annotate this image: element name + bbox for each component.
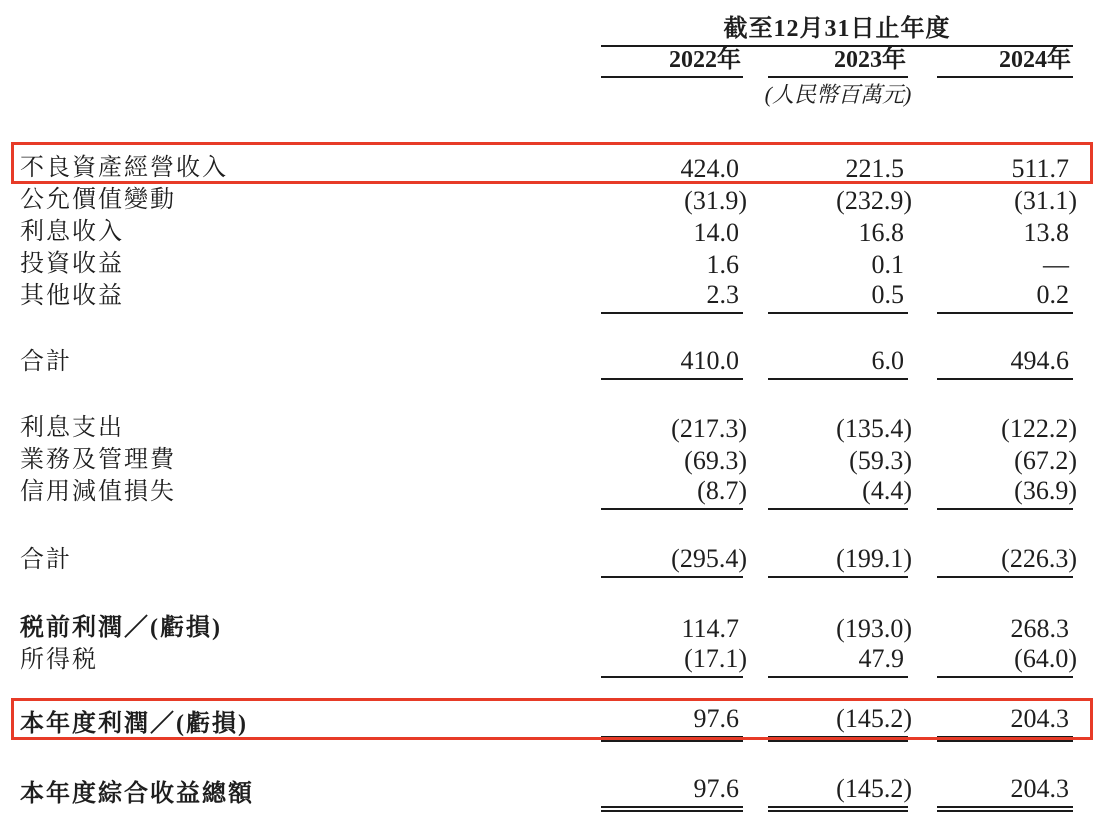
value-2024: 494.6	[937, 348, 1073, 380]
value-2024: (31.1)	[1014, 186, 1077, 215]
value-2024: 0.2	[937, 282, 1073, 314]
row-label: 本年度利潤／(虧損)	[20, 711, 248, 737]
unit-note-row	[20, 78, 1073, 107]
row-label: 信用減值損失	[20, 479, 176, 505]
table-header	[20, 10, 1073, 43]
row-label: 公允價值變動	[20, 187, 176, 213]
value-2022: 424.0	[680, 154, 739, 183]
column-gap	[908, 646, 937, 678]
value-2023: (193.0)	[836, 614, 912, 643]
value-2024: 511.7	[1011, 154, 1069, 183]
row-label: 税前利潤／(虧損)	[20, 615, 222, 641]
row-label: 投資收益	[20, 251, 124, 277]
value-2023: (59.3)	[849, 446, 912, 475]
value-2024: (36.9)	[937, 478, 1073, 510]
column-gap	[908, 478, 937, 510]
row-label: 所得税	[20, 647, 98, 673]
value-2023: (232.9)	[836, 186, 912, 215]
column-gap	[908, 46, 937, 78]
column-gap	[743, 46, 768, 78]
column-gap	[743, 348, 768, 380]
row-label: 業務及管理費	[20, 447, 176, 473]
row-label: 合計	[20, 547, 72, 573]
row-label: 利息支出	[20, 415, 124, 441]
column-header-2022: 2022年	[601, 43, 743, 78]
value-2023: (145.2)	[768, 710, 908, 742]
value-2023: (135.4)	[836, 414, 912, 443]
row-label: 其他收益	[20, 283, 124, 309]
value-2022: (8.7)	[601, 478, 743, 510]
value-2022: (17.1)	[601, 646, 743, 678]
column-gap	[908, 780, 937, 812]
row-label: 利息收入	[20, 219, 124, 245]
table-row-fair-value-change	[20, 179, 1077, 215]
column-gap	[743, 546, 768, 578]
table-row-credit-impairment-loss	[20, 471, 1077, 505]
column-header-2023: 2023年	[768, 43, 908, 78]
column-gap	[908, 282, 937, 314]
row-label: 不良資產經營收入	[20, 155, 228, 181]
value-2024: —	[1043, 250, 1069, 279]
value-2023: 221.5	[845, 154, 904, 183]
table-row-interest-income	[20, 211, 1073, 247]
table-row-interest-expense	[20, 407, 1077, 443]
value-2022: (295.4)	[601, 546, 743, 578]
value-2023: (145.2)	[768, 780, 908, 812]
period-header: 截至12月31日止年度	[601, 10, 1073, 47]
value-2022: 14.0	[693, 218, 739, 247]
table-row-total-comprehensive-income	[20, 773, 1073, 805]
currency-unit-note: (人民幣百萬元)	[764, 82, 912, 107]
value-2024: (122.2)	[1001, 414, 1077, 443]
value-2024: (67.2)	[1014, 446, 1077, 475]
value-2023: (199.1)	[768, 546, 908, 578]
value-2022: 97.6	[601, 780, 743, 812]
value-2023: 16.8	[858, 218, 904, 247]
column-gap	[743, 282, 768, 314]
unit-note-cell	[764, 78, 912, 107]
table-row-income-tax	[20, 639, 1077, 673]
table-row-expense-subtotal	[20, 539, 1077, 573]
row-label: 合計	[20, 349, 72, 375]
table-body	[20, 147, 1077, 807]
row-label: 本年度綜合收益總額	[20, 781, 254, 807]
value-2022: (31.9)	[684, 186, 747, 215]
table-row-investment-income	[20, 243, 1073, 279]
column-gap	[908, 348, 937, 380]
value-2022: 2.3	[601, 282, 743, 314]
column-gap	[908, 710, 937, 742]
column-gap	[743, 710, 768, 742]
column-header-2024: 2024年	[937, 43, 1073, 78]
value-2023: (4.4)	[768, 478, 908, 510]
table-row-income-subtotal	[20, 341, 1073, 373]
value-2024: 268.3	[1010, 614, 1069, 643]
value-2024: (226.3)	[937, 546, 1073, 578]
table-row-profit-before-tax	[20, 607, 1073, 643]
column-gap	[743, 646, 768, 678]
value-2022: (69.3)	[684, 446, 747, 475]
value-2022: 1.6	[706, 250, 739, 279]
value-2023: 47.9	[768, 646, 908, 678]
column-gap	[743, 780, 768, 812]
column-gap	[908, 546, 937, 578]
value-2024: 204.3	[937, 780, 1073, 812]
value-2024: 13.8	[1023, 218, 1069, 247]
value-2022: 97.6	[601, 710, 743, 742]
table-row-other-income	[20, 275, 1073, 307]
column-gap	[743, 478, 768, 510]
year-header-row	[20, 43, 1073, 78]
table-row-distressed-asset-income	[20, 147, 1073, 183]
table-row-profit-for-year	[20, 703, 1073, 735]
value-2022: (217.3)	[671, 414, 747, 443]
value-2022: 410.0	[601, 348, 743, 380]
value-2024: (64.0)	[937, 646, 1073, 678]
value-2023: 6.0	[768, 348, 908, 380]
value-2023: 0.1	[871, 250, 904, 279]
table-row-operating-admin-expense	[20, 439, 1077, 475]
value-2022: 114.7	[681, 614, 739, 643]
value-2024: 204.3	[937, 710, 1073, 742]
value-2023: 0.5	[768, 282, 908, 314]
